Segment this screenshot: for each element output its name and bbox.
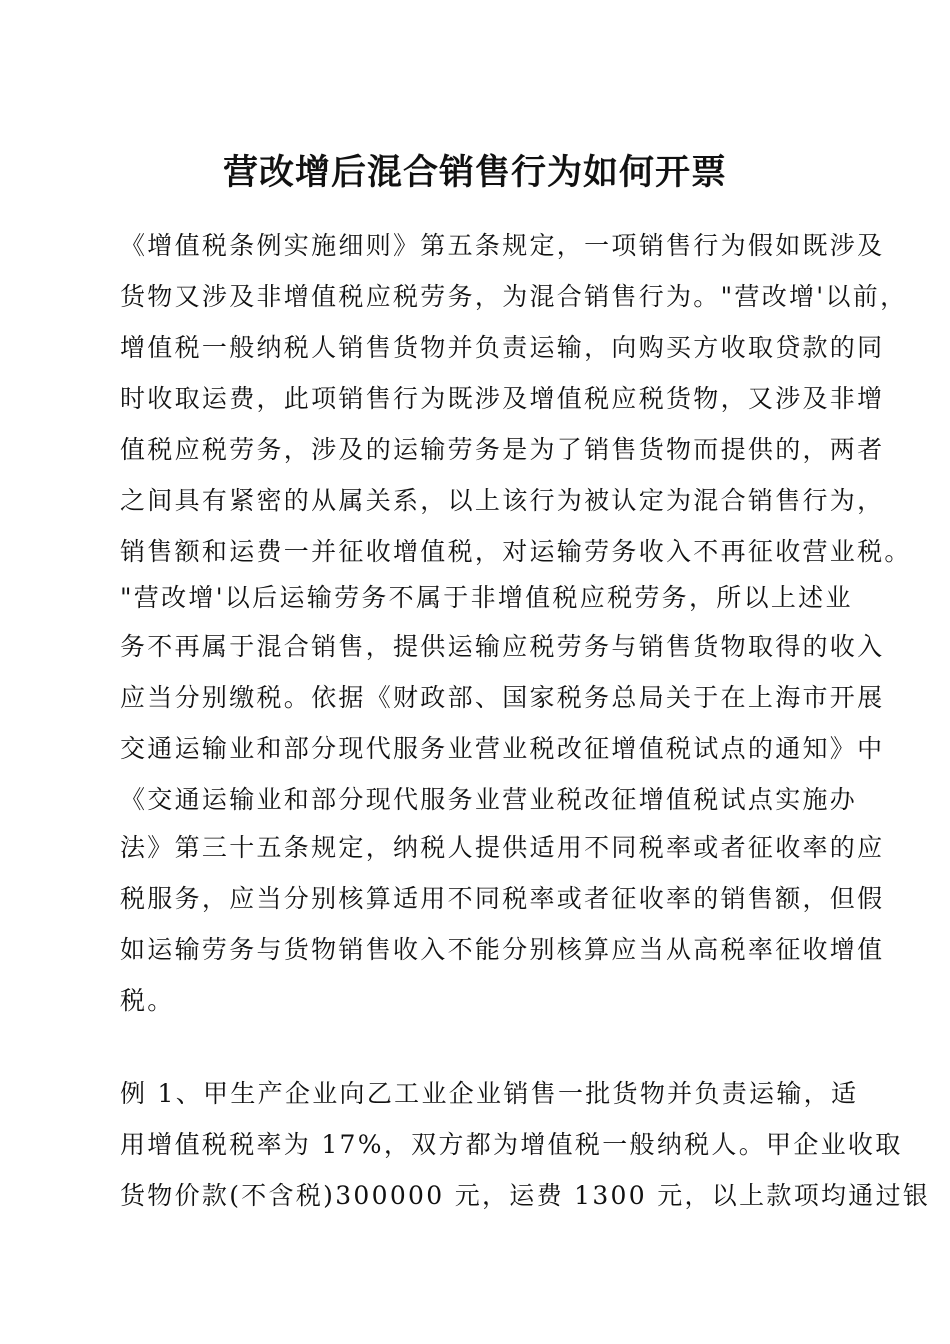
text-line: 值税应税劳务，涉及的运输劳务是为了销售货物而提供的，两者 xyxy=(120,435,885,464)
text-line: 销售额和运费一并征收增值税，对运输劳务收入不再征收营业税。 xyxy=(120,537,912,566)
text-line: 《增值税条例实施细则》第五条规定，一项销售行为假如既涉及 xyxy=(120,231,885,260)
text-line: 法》第三十五条规定，纳税人提供适用不同税率或者征收率的应 xyxy=(120,833,885,862)
text-line: 例 1、甲生产企业向乙工业企业销售一批货物并负责运输，适 xyxy=(120,1079,859,1108)
text-line: 务不再属于混合销售，提供运输应税劳务与销售货物取得的收入 xyxy=(120,632,885,661)
text-line: 之间具有紧密的从属关系，以上该行为被认定为混合销售行为， xyxy=(120,486,885,515)
text-line: 用增值税税率为 17%，双方都为增值税一般纳税人。甲企业收取 xyxy=(120,1130,903,1159)
text-line: "营改增'以后运输劳务不属于非增值税应税劳务，所以上述业 xyxy=(120,583,853,612)
text-line: 时收取运费，此项销售行为既涉及增值税应税货物，又涉及非增 xyxy=(120,384,885,413)
text-line: 税。 xyxy=(120,986,175,1015)
text-line: 增值税一般纳税人销售货物并负责运输，向购买方收取贷款的同 xyxy=(120,333,885,362)
text-line: 货物价款(不含税)300000 元，运费 1300 元，以上款项均通过银 xyxy=(120,1181,931,1210)
text-line: 应当分别缴税。依据《财政部、国家税务总局关于在上海市开展 xyxy=(120,683,885,712)
text-line: 税服务，应当分别核算适用不同税率或者征收率的销售额，但假 xyxy=(120,884,885,913)
text-line: 货物又涉及非增值税应税劳务，为混合销售行为。"营改增'以前， xyxy=(120,282,908,311)
text-line: 《交通运输业和部分现代服务业营业税改征增值税试点实施办 xyxy=(120,785,858,814)
text-line: 交通运输业和部分现代服务业营业税改征增值税试点的通知》中 xyxy=(120,734,885,763)
document-title: 营改增后混合销售行为如何开票 xyxy=(222,153,727,193)
text-line: 如运输劳务与货物销售收入不能分别核算应当从高税率征收增值 xyxy=(120,935,885,964)
